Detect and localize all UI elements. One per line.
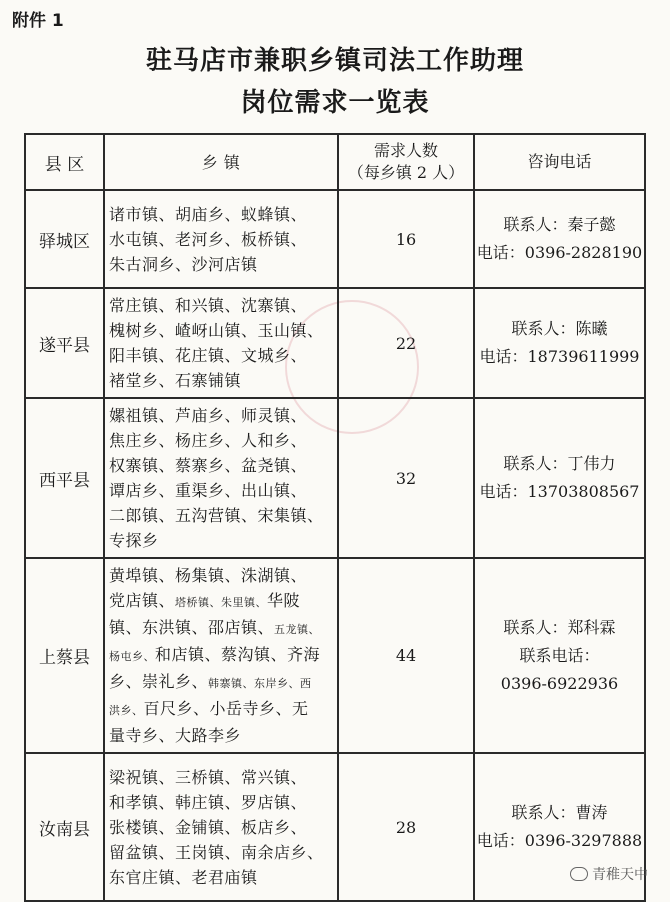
county-cell: 遂平县 — [25, 288, 104, 398]
contact-phone: 电话：18739611999 — [479, 347, 640, 366]
towns-line — [109, 642, 337, 669]
towns-cell — [104, 190, 338, 288]
towns-line: 专探乡 — [109, 531, 159, 550]
contact-person: 联系人：秦子懿 — [503, 215, 616, 234]
towns-line: 常庄镇、和兴镇、沈寨镇、 — [109, 296, 308, 315]
towns-cell — [104, 753, 338, 901]
towns-line: 东官庄镇、老君庙镇 — [109, 867, 258, 887]
towns-line: 权寨镇、蔡寨乡、盆尧镇、 — [109, 456, 308, 475]
contact-cell — [474, 190, 645, 288]
watermark — [570, 864, 648, 884]
contact-person: 联系人：陈曦 — [511, 319, 608, 338]
table-header-row — [25, 134, 645, 190]
table-row — [25, 558, 645, 753]
towns-line — [109, 696, 337, 723]
contact-phone: 联系电话： — [519, 645, 600, 665]
contact-person: 联系人：丁伟力 — [503, 454, 616, 473]
table-body — [25, 190, 645, 901]
job-demand-table — [24, 133, 646, 902]
county-cell: 西平县 — [25, 398, 104, 558]
towns-line — [109, 669, 337, 696]
towns-line — [109, 588, 337, 615]
towns-line: 褚堂乡、石寨铺镇 — [109, 371, 242, 390]
header-demand-line1: 需求人数 — [373, 141, 438, 160]
county-cell: 驿城区 — [25, 190, 104, 288]
towns-line: 量寺乡、大路李乡 — [109, 726, 242, 745]
contact-phone: 电话：13703808567 — [479, 482, 640, 501]
header-county: 县 区 — [25, 134, 104, 190]
contact-phone: 0396-6922936 — [500, 673, 619, 693]
county-cell: 上蔡县 — [25, 558, 104, 753]
header-towns: 乡 镇 — [104, 134, 338, 190]
towns-line: 朱古洞乡、沙河店镇 — [109, 254, 258, 274]
towns-line — [109, 615, 337, 642]
demand-cell: 28 — [338, 753, 474, 901]
towns-line: 张楼镇、金铺镇、板店乡、 — [109, 817, 308, 837]
contact-cell — [474, 288, 645, 398]
towns-cell — [104, 558, 338, 753]
contact-phone: 电话：0396-3297888 — [476, 831, 643, 850]
towns-line: 留盆镇、王岗镇、南余店乡、 — [109, 842, 324, 862]
towns-fragment: 五龙镇、 — [274, 623, 321, 636]
header-contact: 咨询电话 — [474, 134, 645, 190]
wechat-icon — [570, 867, 588, 881]
towns-line: 黄埠镇、杨集镇、洙湖镇、 — [109, 566, 308, 585]
table-row — [25, 753, 645, 901]
towns-fragment: 乡、崇礼乡、 — [109, 672, 209, 691]
towns-line: 诸市镇、胡庙乡、蚁蜂镇、 — [109, 204, 308, 224]
contact-person: 联系人：郑科霖 — [503, 617, 616, 637]
towns-fragment: 华陂 — [267, 591, 301, 610]
contact-phone: 电话：0396-2828190 — [476, 243, 643, 262]
towns-fragment: 党店镇、 — [109, 591, 176, 610]
contact-cell — [474, 558, 645, 753]
towns-line: 梁祝镇、三桥镇、常兴镇、 — [109, 767, 308, 787]
attachment-label: 附件 1 — [12, 11, 64, 31]
towns-fragment: 镇、东洪镇、邵店镇、 — [109, 618, 275, 637]
towns-fragment: 塔桥镇、朱里镇、 — [175, 596, 268, 609]
watermark-text: 青稚天中 — [592, 867, 648, 883]
table-row — [25, 190, 645, 288]
towns-line: 嫘祖镇、芦庙乡、师灵镇、 — [109, 406, 308, 425]
towns-line: 焦庄乡、杨庄乡、人和乡、 — [109, 431, 308, 450]
towns-fragment: 和店镇、蔡沟镇、齐海 — [155, 645, 321, 664]
towns-fragment: 洪乡、 — [109, 704, 144, 717]
towns-fragment: 韩寨镇、东岸乡、西 — [208, 677, 312, 690]
county-cell: 汝南县 — [25, 753, 104, 901]
towns-line: 水屯镇、老河乡、板桥镇、 — [109, 229, 308, 249]
towns-fragment: 杨屯乡、 — [109, 650, 155, 663]
towns-line: 谭店乡、重渠乡、出山镇、 — [109, 481, 308, 500]
towns-cell — [104, 288, 338, 398]
towns-cell — [104, 398, 338, 558]
demand-cell: 16 — [338, 190, 474, 288]
document-subtitle: 岗位需求一览表 — [240, 88, 430, 118]
towns-line: 阳丰镇、花庄镇、文城乡、 — [109, 346, 308, 365]
towns-line: 二郎镇、五沟营镇、宋集镇、 — [109, 506, 324, 525]
towns-fragment: 百尺乡、小岳寺乡、无 — [143, 699, 309, 718]
demand-cell: 22 — [338, 288, 474, 398]
table-row — [25, 398, 645, 558]
towns-line: 和孝镇、韩庄镇、罗店镇、 — [109, 792, 308, 812]
table-row — [25, 288, 645, 398]
contact-person: 联系人：曹涛 — [511, 803, 608, 822]
demand-cell: 44 — [338, 558, 474, 753]
document-title: 驻马店市兼职乡镇司法工作助理 — [145, 46, 524, 76]
towns-line: 槐树乡、嵖岈山镇、玉山镇、 — [109, 321, 324, 340]
header-demand-line2: （每乡镇 2 人） — [347, 163, 465, 182]
contact-cell — [474, 398, 645, 558]
demand-cell: 32 — [338, 398, 474, 558]
header-demand — [338, 134, 474, 190]
